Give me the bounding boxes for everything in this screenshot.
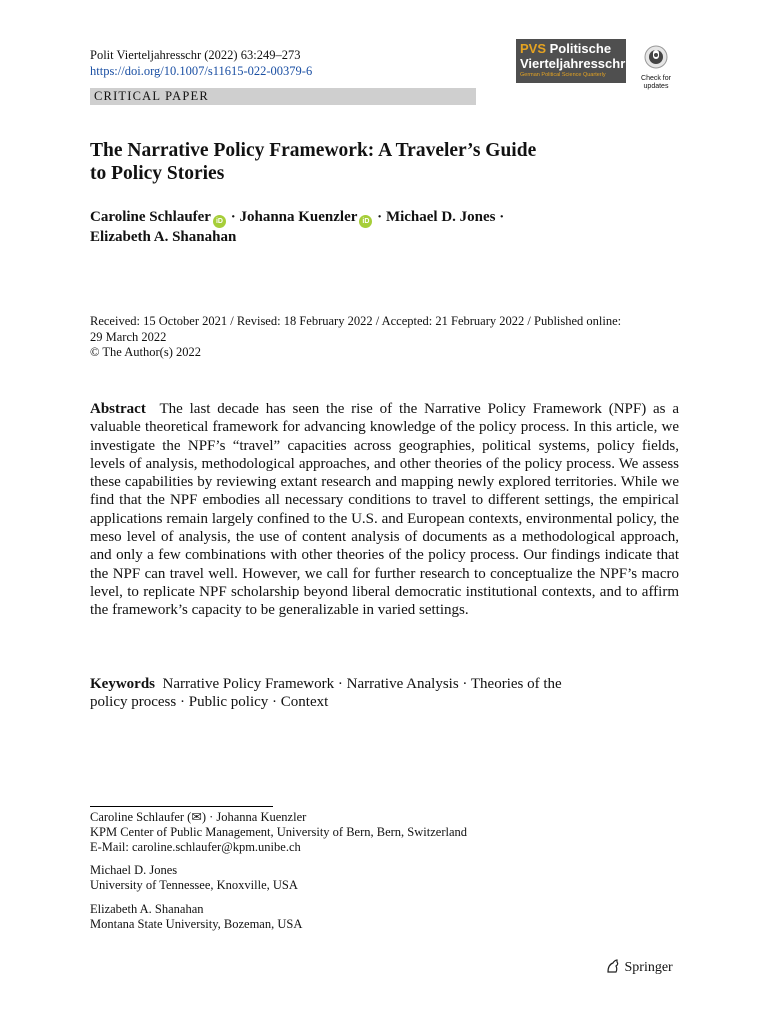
paper-title <box>90 139 650 185</box>
title-line-1: The Narrative Policy Framework: A Traveler’s Guide <box>90 140 537 161</box>
section-label: CRITICAL PAPER <box>94 89 209 103</box>
author-separator: · <box>499 209 505 225</box>
logo-line2: Vierteljahresschrift <box>520 56 638 71</box>
dates-line-2: 29 March 2022 <box>90 329 167 344</box>
author-3: Michael D. Jones <box>385 209 496 225</box>
footnote-name-3: Elizabeth A. Shanahan <box>90 902 204 916</box>
footnote-names-1: Caroline Schlaufer (✉) · Johanna Kuenzler <box>90 810 307 824</box>
keywords-line-2: policy process · Public policy · Context <box>90 694 329 711</box>
dates-line-1: Received: 15 October 2021 / Revised: 18 February 2022 / Accepted: 21 February 2022 / Published online: <box>90 314 622 328</box>
author-2: Johanna Kuenzler <box>239 209 358 225</box>
footnote-group-3 <box>90 902 650 932</box>
journal-logo[interactable] <box>516 39 638 83</box>
orcid-icon[interactable]: iD <box>213 215 226 228</box>
footnote-name-2: Michael D. Jones <box>90 863 178 877</box>
keywords <box>90 675 679 712</box>
author-separator: · <box>230 209 236 225</box>
footnote-email[interactable]: E-Mail: caroline.schlaufer@kpm.unibe.ch <box>90 840 301 854</box>
author-4: Elizabeth A. Shanahan <box>90 229 237 245</box>
footnote-affiliation-2: University of Tennessee, Knoxville, USA <box>90 878 298 892</box>
title-line-2: to Policy Stories <box>90 163 225 184</box>
publication-dates <box>90 314 680 361</box>
check-updates-icon <box>644 45 668 69</box>
abstract-label: Abstract <box>90 401 146 417</box>
doi-link[interactable]: https://doi.org/10.1007/s11615-022-00379-6 <box>90 64 313 78</box>
springer-logo <box>605 958 673 976</box>
footnote-group-2 <box>90 863 650 893</box>
footnote-divider <box>90 806 273 807</box>
abstract <box>90 400 679 620</box>
logo-line1: Politische <box>549 41 612 56</box>
keywords-line-1: Narrative Policy Framework · Narrative Analysis · Theories of the <box>162 676 562 692</box>
check-for-updates-badge[interactable] <box>636 45 676 90</box>
check-updates-text1: Check for <box>641 75 671 82</box>
section-bar <box>90 88 476 105</box>
footnote-group-1 <box>90 810 650 855</box>
footnote-affiliation-1: KPM Center of Public Management, University of Bern, Bern, Switzerland <box>90 825 468 839</box>
check-updates-text2: updates <box>643 83 669 90</box>
springer-horse-icon <box>605 958 621 974</box>
logo-subtitle: German Political Science Quarterly <box>520 72 606 78</box>
keywords-label: Keywords <box>90 676 155 692</box>
author-separator: · <box>377 209 383 225</box>
author-list <box>90 208 670 247</box>
journal-reference: Polit Vierteljahresschr (2022) 63:249–273 <box>90 48 301 62</box>
author-1: Caroline Schlaufer <box>90 209 211 225</box>
footnote-affiliation-3: Montana State University, Bozeman, USA <box>90 917 303 931</box>
orcid-icon[interactable]: iD <box>359 215 372 228</box>
abstract-text: The last decade has seen the rise of the Narrative Policy Framework (NPF) as a valuable theoretical framework for advancing knowledge of the policy process. In this article, we investigate the NPF’s “travel” capacities across geographies, political systems, policy fields, levels of analysis, methodological approaches, and other theories of the policy process. We assess these capabilities by reviewing extant research and mapping newly explored territories. While we find that the NPF embodies all necessary conditions to travel to different settings, the empirical applications remain largely confined to the U.S. and European contexts, environmental policy, the meso level of analysis, the use of content analysis of documents as a methodological approach, and only a few combinations with other theories of the policy process. Our findings indicate that the NPF can travel well. However, we call for further research to conceptualize the NPF’s macro level, to replicate NPF scholarship beyond liberal democratic institutional contexts, and to affirm the framework’s capacity to be generalizable in varied settings. <box>90 401 680 619</box>
copyright: © The Author(s) 2022 <box>90 345 201 359</box>
logo-acronym: PVS <box>520 41 547 56</box>
publisher-name: Springer <box>624 960 673 975</box>
